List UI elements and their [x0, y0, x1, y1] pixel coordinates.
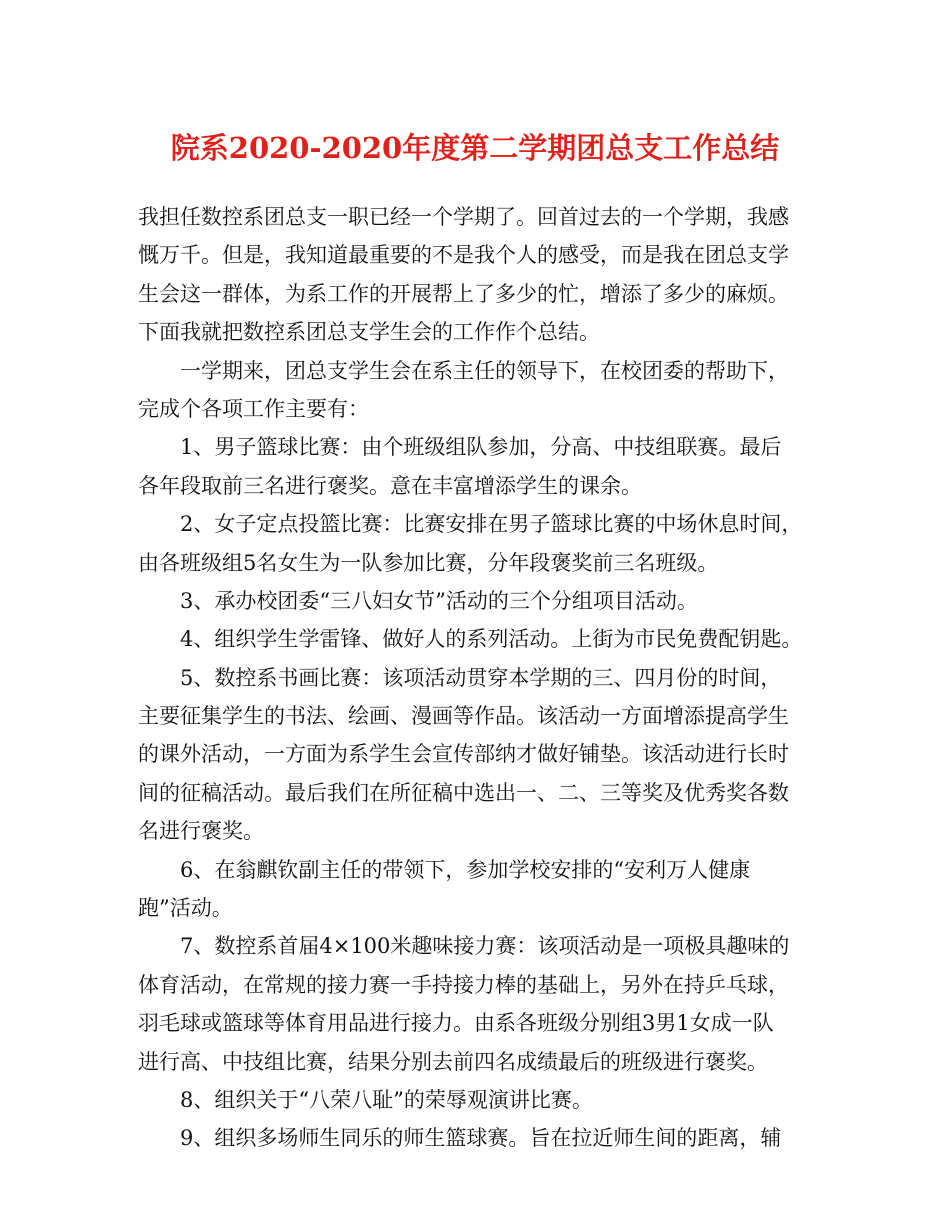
document-title: 院系2020-2020年度第二学期团总支工作总结: [170, 131, 780, 165]
text-line: 8、组织关于“八荣八耻”的荣辱观演讲比赛。: [180, 1087, 593, 1112]
text-line: 3、承办校团委“三八妇女节”活动的三个分组项目活动。: [180, 588, 698, 613]
text-line: 9、组织多场师生同乐的师生篮球赛。旨在拉近师生间的距离，辅: [180, 1126, 782, 1151]
text-line: 5、数控系书画比赛：该项活动贯穿本学期的三、四月份的时间，: [180, 665, 782, 690]
text-line: 2、女子定点投篮比赛：比赛安排在男子篮球比赛的中场休息时间，: [180, 512, 803, 537]
text-line: 进行高、中技组比赛，结果分别去前四名成绩最后的班级进行褒奖。: [138, 1049, 768, 1074]
text-line: 慨万千。但是，我知道最重要的不是我个人的感受，而是我在团总支学: [138, 243, 789, 268]
text-line: 主要征集学生的书法、绘画、漫画等作品。该活动一方面增添提高学生: [138, 704, 789, 729]
text-line: 1、男子篮球比赛：由个班级组队参加，分高、中技组联赛。最后: [180, 435, 782, 460]
text-line: 6、在翁麒钦副主任的带领下，参加学校安排的“安利万人健康: [180, 857, 751, 882]
text-line: 羽毛球或篮球等体育用品进行接力。由系各班级分别组3男1女成一队: [138, 1011, 774, 1036]
text-line: 各年段取前三名进行褒奖。意在丰富增添学生的课余。: [138, 473, 642, 498]
text-line: 我担任数控系团总支一职已经一个学期了。回首过去的一个学期，我感: [138, 205, 789, 229]
text-line: 间的征稿活动。最后我们在所征稿中选出一、二、三等奖及优秀奖各数: [138, 780, 789, 805]
text-line: 下面我就把数控系团总支学生会的工作作个总结。: [138, 320, 600, 345]
text-line: 跑”活动。: [138, 896, 233, 921]
text-line: 的课外活动，一方面为系学生会宣传部纳才做好铺垫。该活动进行长时: [138, 742, 789, 767]
text-line: 4、组织学生学雷锋、做好人的系列活动。上街为市民免费配钥匙。: [180, 627, 803, 652]
text-line: 7、数控系首届4×100米趣味接力赛：该项活动是一项极具趣味的: [180, 934, 790, 959]
text-line: 名进行褒奖。: [138, 819, 264, 844]
document-body: [138, 198, 828, 1158]
text-line: 生会这一群体，为系工作的开展帮上了多少的忙，增添了多少的麻烦。: [138, 281, 789, 306]
text-line: 一学期来，团总支学生会在系主任的领导下，在校团委的帮助下，: [180, 358, 789, 383]
text-line: 完成个各项工作主要有：: [138, 396, 369, 421]
text-line: 由各班级组5名女生为一队参加比赛，分年段褒奖前三名班级。: [138, 550, 719, 575]
text-line: 体育活动，在常规的接力赛一手持接力棒的基础上，另外在持乒乓球，: [138, 972, 789, 997]
